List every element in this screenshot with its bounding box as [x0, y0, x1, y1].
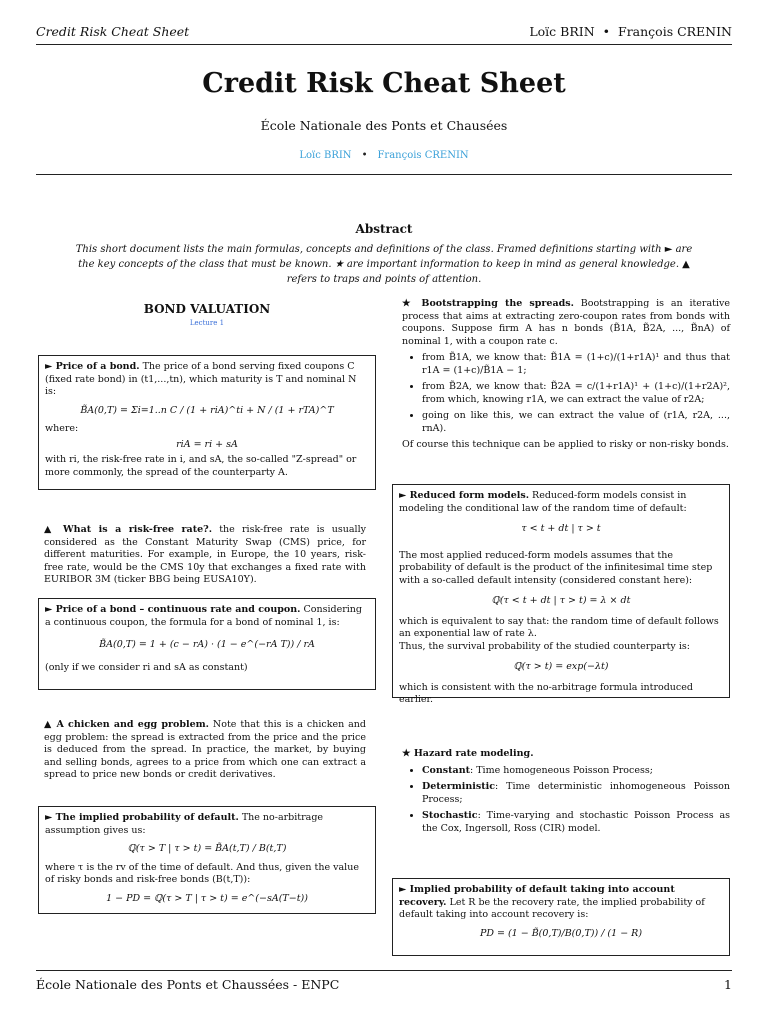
reduced-form-formula-3: ℚ(τ > t) = exp(−λt) — [513, 661, 609, 672]
implied-pd-after: where τ is the rv of the time of default. And thus, given the value of risky bonds and risk-free bonds (B(t,T)): — [45, 861, 359, 885]
hazard-rate-item — [422, 765, 730, 778]
document-title: Credit Risk Cheat Sheet — [202, 68, 566, 99]
author-links — [0, 150, 768, 161]
bond-price-formula: B̃A(0,T) = Σi=1..n C / (1 + riA)^ti + N / (1 + rTA)^T — [80, 404, 334, 416]
section-title: BOND VALUATION — [143, 302, 271, 316]
reduced-form-text-4: Thus, the survival probability of the studied counterparty is: — [399, 640, 690, 652]
author-separator: • — [361, 150, 368, 161]
reduced-form-heading: ► Reduced form models. — [399, 490, 530, 501]
chicken-egg-note — [44, 719, 366, 782]
running-header-title: Credit Risk Cheat Sheet — [36, 24, 190, 39]
reduced-form-box — [392, 484, 730, 705]
chicken-egg-text: Note that this is a chicken and egg problem: the spread is extracted from the price and the price is deduced from the spread. In practice, the market, by buying and selling bonds, agrees to a price from which one can extract a spread to price new bonds or credit derivatives. — [44, 719, 366, 780]
footer-institution: École Nationale des Ponts et Chaussées - ENPC — [36, 977, 340, 992]
bootstrapping-note — [402, 298, 730, 452]
bootstrapping-heading: ★ Bootstrapping the spreads. — [402, 298, 574, 309]
risk-free-rate-note — [44, 524, 366, 587]
bootstrapping-item: • from B̃1A, we know that: B̃1A = (1+c)/(1+r1A)¹ and thus that r1A = (1+c)/B̃1A − 1; — [422, 352, 730, 377]
implied-pd-text: The no-arbitrage assumption gives us: — [45, 812, 324, 836]
reduced-form-text: Reduced-form models consist in modeling the conditional law of the random time of default: — [399, 490, 687, 514]
hazard-rate-item-text: : Time homogeneous Poisson Process; — [470, 764, 653, 776]
continuous-bond-heading: ► Price of a bond – continuous rate and coupon. — [45, 604, 301, 615]
bond-price-after: with ri, the risk-free rate in i, and sA, the so-called "Z-spread" or more commonly, the spread of the counterparty A. — [45, 454, 357, 478]
bootstrapping-after: Of course this technique can be applied to risky or non-risky bonds. — [402, 439, 729, 450]
hazard-rate-item-term: Stochastic — [422, 810, 478, 821]
bootstrapping-item: • going on like this, we can extract the value of (r1A, r2A, ..., rnA). — [422, 410, 730, 435]
implied-pd-heading: ► The implied probability of default. — [45, 812, 239, 823]
author-link-2[interactable]: François CRENIN — [377, 150, 469, 161]
author-link-1[interactable]: Loïc BRIN — [299, 150, 352, 161]
continuous-bond-after: (only if we consider ri and sA as constant) — [45, 661, 248, 673]
recovery-pd-heading: ► Implied probability of default taking into account recovery. — [399, 884, 675, 908]
reduced-form-formula: τ < t + dt | τ > t — [521, 523, 601, 534]
hazard-rate-item-term: Deterministic — [422, 781, 496, 792]
continuous-bond-box — [38, 598, 376, 690]
header-separator: • — [602, 24, 611, 39]
hazard-rate-list — [402, 765, 730, 836]
header-rule — [36, 44, 732, 45]
bond-price-text: The price of a bond serving fixed coupons C (fixed rate bond) in (t1,...,tn), which maturity is T and nominal N is: — [45, 361, 357, 397]
implied-pd-formula-2: 1 − PD = ℚ(τ > T | τ > t) = e^(−sA(T−t)) — [106, 892, 308, 904]
reduced-form-text-5: which is consistent with the no-arbitrage formula introduced earlier. — [399, 681, 693, 705]
hazard-rate-note — [402, 748, 730, 839]
hazard-rate-item — [422, 810, 730, 835]
bond-price-heading: ► Price of a bond. — [45, 361, 140, 372]
recovery-pd-formula: PD = (1 − B̃(0,T)/B(0,T)) / (1 − R) — [479, 927, 643, 939]
continuous-bond-text: Considering a continuous coupon, the formula for a bond of nominal 1, is: — [45, 604, 363, 628]
page-number: 1 — [724, 977, 732, 992]
title-rule — [36, 174, 732, 175]
hazard-rate-item — [422, 781, 730, 806]
recovery-pd-box — [392, 878, 730, 956]
implied-pd-formula: ℚ(τ > T | τ > t) = B̃A(t,T) / B(t,T) — [127, 843, 287, 854]
risk-free-rate-text: the risk-free rate is usually considered as the Constant Maturity Swap (CMS) price, for different maturities. For example, in Europe, the 10 years, risk-free rate, would be the CMS 10y that exchanges a fixed rate with EURIBOR 3M (ticker BBG being EUSA10Y). — [44, 524, 366, 585]
footer-rule — [36, 970, 732, 971]
bond-price-formula-2: riA = ri + sA — [176, 438, 238, 450]
bond-price-box — [38, 355, 376, 490]
running-header-authors — [529, 24, 732, 39]
bootstrapping-text: Bootstrapping is an iterative process that aims at extracting zero-coupon rates from bonds with coupons. Suppose firm A has n bonds (B̃1A, B̃2A, ..., B̃nA) of nominal 1, with a coupon rate c. — [402, 298, 730, 347]
header-author-1: Loïc BRIN — [529, 24, 595, 39]
hazard-rate-item-term: Constant — [422, 764, 470, 776]
reduced-form-formula-2: ℚ(τ < t + dt | τ > t) = λ × dt — [491, 595, 631, 606]
risk-free-rate-heading: ▲ What is a risk-free rate?. — [44, 524, 213, 535]
reduced-form-text-2: The most applied reduced-form models assumes that the probability of default is the product of the infinitesimal time step with a so-called default intensity (considered constant here): — [399, 549, 713, 586]
continuous-bond-formula: B̃A(0,T) = 1 + (c − rA) · (1 − e^(−rA T)) / rA — [99, 639, 315, 650]
implied-pd-box — [38, 806, 376, 914]
lecture-link[interactable]: Lecture 1 — [189, 319, 225, 327]
hazard-rate-item-text: : Time-varying and stochastic Poisson Process as the Cox, Ingersoll, Ross (CIR) model. — [422, 810, 730, 834]
hazard-rate-heading: ★ Hazard rate modeling. — [402, 748, 534, 759]
document-subtitle: École Nationale des Ponts et Chausées — [260, 118, 508, 133]
reduced-form-text-3: which is equivalent to say that: the random time of default follows an exponential law of rate λ. — [399, 615, 719, 639]
abstract-title: Abstract — [355, 222, 413, 236]
bootstrapping-item: • from B̃2A, we know that: B̃2A = c/(1+r1A)¹ + (1+c)/(1+r2A)², from which, knowing r1A, we can extract the value of r2A; — [422, 381, 730, 406]
bootstrapping-list — [402, 352, 730, 435]
chicken-egg-heading: ▲ A chicken and egg problem. — [44, 719, 209, 730]
header-author-2: François CRENIN — [618, 24, 732, 39]
recovery-pd-text: Let R be the recovery rate, the implied probability of default taking into account recovery is: — [399, 896, 705, 920]
bond-price-where: where: — [45, 423, 79, 434]
abstract-text: This short document lists the main formulas, concepts and definitions of the class. Framed definitions starting with ► are the key concepts of the class that must be known. ★ are important information to keep in mind as general knowledge. ▲ refers to traps and points of attention. — [75, 244, 693, 285]
hazard-rate-item-text: : Time deterministic inhomogeneous Poisson Process; — [422, 781, 730, 805]
